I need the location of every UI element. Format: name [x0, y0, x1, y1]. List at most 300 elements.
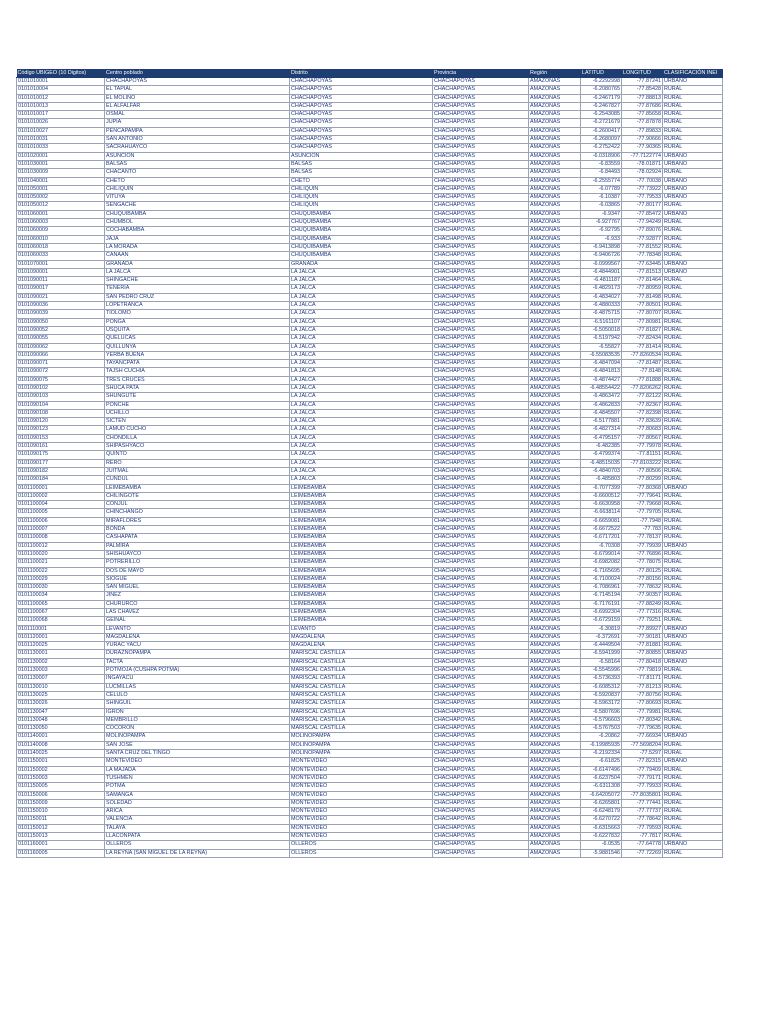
cell-region[interactable]: AMAZONAS: [529, 318, 581, 326]
cell-latitud[interactable]: -6.6237504: [581, 774, 622, 782]
cell-latitud[interactable]: -6.6672522: [581, 526, 622, 534]
cell-latitud[interactable]: -6.933: [581, 235, 622, 243]
cell-region[interactable]: AMAZONAS: [529, 559, 581, 567]
cell-ubigeo[interactable]: 0101090102: [17, 384, 105, 392]
cell-provincia[interactable]: CHACHAPOYAS: [433, 185, 529, 193]
cell-latitud[interactable]: -6.4845507: [581, 409, 622, 417]
cell-ubigeo[interactable]: 0101150002: [17, 766, 105, 774]
cell-centro-poblado[interactable]: CHETO: [105, 177, 290, 185]
cell-distrito[interactable]: LEIMEBAMBA: [290, 492, 433, 500]
cell-ubigeo[interactable]: 0101150013: [17, 833, 105, 841]
cell-longitud[interactable]: -77.81171: [622, 675, 663, 683]
cell-ubigeo[interactable]: 0101090039: [17, 310, 105, 318]
cell-region[interactable]: AMAZONAS: [529, 277, 581, 285]
cell-latitud[interactable]: -6.6227832: [581, 833, 622, 841]
cell-ubigeo[interactable]: 0101090052: [17, 326, 105, 334]
cell-centro-poblado[interactable]: SHINGACHE: [105, 277, 290, 285]
cell-latitud[interactable]: -6.20862: [581, 733, 622, 741]
cell-ubigeo[interactable]: 0101100012: [17, 542, 105, 550]
cell-distrito[interactable]: LA JALCA: [290, 351, 433, 359]
cell-provincia[interactable]: CHACHAPOYAS: [433, 268, 529, 276]
cell-clasificacion[interactable]: RURAL: [663, 783, 723, 791]
cell-ubigeo[interactable]: 0101100002: [17, 492, 105, 500]
cell-longitud[interactable]: -77.70038: [622, 177, 663, 185]
cell-distrito[interactable]: OLLEROS: [290, 841, 433, 849]
cell-region[interactable]: AMAZONAS: [529, 384, 581, 392]
cell-provincia[interactable]: CHACHAPOYAS: [433, 351, 529, 359]
cell-centro-poblado[interactable]: CHINCHANGO: [105, 509, 290, 517]
cell-distrito[interactable]: MARISCAL CASTILLA: [290, 650, 433, 658]
cell-clasificacion[interactable]: URBANO: [663, 260, 723, 268]
cell-ubigeo[interactable]: 0101130003: [17, 667, 105, 675]
cell-distrito[interactable]: LEIMEBAMBA: [290, 501, 433, 509]
cell-clasificacion[interactable]: RURAL: [663, 111, 723, 119]
cell-ubigeo[interactable]: 0101140001: [17, 733, 105, 741]
cell-longitud[interactable]: -77.80855: [622, 650, 663, 658]
cell-distrito[interactable]: LEIMEBAMBA: [290, 592, 433, 600]
cell-region[interactable]: AMAZONAS: [529, 592, 581, 600]
cell-clasificacion[interactable]: URBANO: [663, 210, 723, 218]
cell-distrito[interactable]: CHACHAPOYAS: [290, 144, 433, 152]
cell-latitud[interactable]: -6.482385: [581, 443, 622, 451]
cell-latitud[interactable]: -6.2292998: [581, 78, 622, 86]
cell-latitud[interactable]: -6.2752422: [581, 144, 622, 152]
cell-ubigeo[interactable]: 0101060018: [17, 243, 105, 251]
cell-longitud[interactable]: -77.8260534: [622, 351, 663, 359]
cell-clasificacion[interactable]: RURAL: [663, 409, 723, 417]
cell-longitud[interactable]: -77.79939: [622, 542, 663, 550]
cell-clasificacion[interactable]: RURAL: [663, 799, 723, 807]
cell-longitud[interactable]: -77.79409: [622, 766, 663, 774]
cell-provincia[interactable]: CHACHAPOYAS: [433, 202, 529, 210]
cell-longitud[interactable]: -77.82122: [622, 393, 663, 401]
cell-clasificacion[interactable]: RURAL: [663, 642, 723, 650]
cell-clasificacion[interactable]: RURAL: [663, 351, 723, 359]
cell-provincia[interactable]: CHACHAPOYAS: [433, 816, 529, 824]
cell-distrito[interactable]: MARISCAL CASTILLA: [290, 675, 433, 683]
cell-provincia[interactable]: CHACHAPOYAS: [433, 360, 529, 368]
cell-centro-poblado[interactable]: POTMA: [105, 783, 290, 791]
cell-clasificacion[interactable]: RURAL: [663, 725, 723, 733]
cell-clasificacion[interactable]: RURAL: [663, 575, 723, 583]
cell-longitud[interactable]: -77.79705: [622, 509, 663, 517]
cell-latitud[interactable]: -6.0999567: [581, 260, 622, 268]
cell-longitud[interactable]: -77.82367: [622, 401, 663, 409]
cell-longitud[interactable]: -77.81487: [622, 360, 663, 368]
cell-distrito[interactable]: MONTEVIDEO: [290, 791, 433, 799]
cell-provincia[interactable]: CHACHAPOYAS: [433, 501, 529, 509]
cell-longitud[interactable]: -77.8206262: [622, 384, 663, 392]
cell-ubigeo[interactable]: 0101090062: [17, 343, 105, 351]
cell-centro-poblado[interactable]: PALMIRA: [105, 542, 290, 550]
cell-provincia[interactable]: CHACHAPOYAS: [433, 650, 529, 658]
cell-longitud[interactable]: -77.94249: [622, 219, 663, 227]
cell-ubigeo[interactable]: 0101130007: [17, 675, 105, 683]
cell-distrito[interactable]: MONTEVIDEO: [290, 808, 433, 816]
cell-distrito[interactable]: CHUQUIBAMBA: [290, 235, 433, 243]
cell-centro-poblado[interactable]: SAMANGA: [105, 791, 290, 799]
cell-clasificacion[interactable]: RURAL: [663, 550, 723, 558]
cell-latitud[interactable]: -6.5796603: [581, 716, 622, 724]
cell-region[interactable]: AMAZONAS: [529, 335, 581, 343]
cell-provincia[interactable]: CHACHAPOYAS: [433, 219, 529, 227]
cell-latitud[interactable]: -6.6270722: [581, 816, 622, 824]
cell-ubigeo[interactable]: 0101150001: [17, 758, 105, 766]
cell-distrito[interactable]: MOLINOPAMPA: [290, 733, 433, 741]
cell-region[interactable]: AMAZONAS: [529, 443, 581, 451]
cell-region[interactable]: AMAZONAS: [529, 235, 581, 243]
cell-distrito[interactable]: LA JALCA: [290, 368, 433, 376]
cell-provincia[interactable]: CHACHAPOYAS: [433, 326, 529, 334]
cell-provincia[interactable]: CHACHAPOYAS: [433, 194, 529, 202]
cell-clasificacion[interactable]: RURAL: [663, 517, 723, 525]
cell-region[interactable]: AMAZONAS: [529, 783, 581, 791]
cell-centro-poblado[interactable]: TENERIA: [105, 285, 290, 293]
cell-region[interactable]: AMAZONAS: [529, 401, 581, 409]
cell-distrito[interactable]: GRANADA: [290, 260, 433, 268]
cell-distrito[interactable]: CHETO: [290, 177, 433, 185]
cell-ubigeo[interactable]: 0101090021: [17, 293, 105, 301]
cell-region[interactable]: AMAZONAS: [529, 609, 581, 617]
cell-region[interactable]: AMAZONAS: [529, 393, 581, 401]
cell-provincia[interactable]: CHACHAPOYAS: [433, 799, 529, 807]
cell-latitud[interactable]: -6.7165695: [581, 567, 622, 575]
cell-clasificacion[interactable]: RURAL: [663, 567, 723, 575]
cell-latitud[interactable]: -5.9881546: [581, 849, 622, 857]
cell-longitud[interactable]: -77.64778: [622, 841, 663, 849]
cell-distrito[interactable]: LA JALCA: [290, 302, 433, 310]
cell-longitud[interactable]: -77.85428: [622, 86, 663, 94]
cell-centro-poblado[interactable]: EL MOLINO: [105, 94, 290, 102]
cell-distrito[interactable]: LA JALCA: [290, 310, 433, 318]
cell-distrito[interactable]: LEIMEBAMBA: [290, 559, 433, 567]
cell-centro-poblado[interactable]: SOLEDAD: [105, 799, 290, 807]
cell-longitud[interactable]: -77.78075: [622, 559, 663, 567]
cell-distrito[interactable]: LA JALCA: [290, 335, 433, 343]
cell-longitud[interactable]: -77.81498: [622, 293, 663, 301]
cell-ubigeo[interactable]: 0101030009: [17, 169, 105, 177]
cell-longitud[interactable]: -77.72269: [622, 849, 663, 857]
cell-longitud[interactable]: -77.77441: [622, 799, 663, 807]
cell-centro-poblado[interactable]: SAN MIGUEL: [105, 584, 290, 592]
cell-latitud[interactable]: -6.7176191: [581, 600, 622, 608]
cell-ubigeo[interactable]: 0101100034: [17, 592, 105, 600]
cell-latitud[interactable]: -6.4811187: [581, 277, 622, 285]
cell-distrito[interactable]: LA JALCA: [290, 393, 433, 401]
cell-clasificacion[interactable]: RURAL: [663, 667, 723, 675]
cell-centro-poblado[interactable]: CHUMBOL: [105, 219, 290, 227]
cell-latitud[interactable]: -6.927767: [581, 219, 622, 227]
cell-clasificacion[interactable]: URBANO: [663, 484, 723, 492]
cell-distrito[interactable]: CHUQUIBAMBA: [290, 243, 433, 251]
col-header-latitud[interactable]: LATITUD: [581, 69, 622, 78]
cell-distrito[interactable]: CHACHAPOYAS: [290, 119, 433, 127]
cell-clasificacion[interactable]: RURAL: [663, 691, 723, 699]
cell-centro-poblado[interactable]: TAYANCPATA: [105, 360, 290, 368]
cell-clasificacion[interactable]: RURAL: [663, 252, 723, 260]
cell-ubigeo[interactable]: 0101050012: [17, 202, 105, 210]
cell-latitud[interactable]: -6.30819: [581, 625, 622, 633]
cell-provincia[interactable]: CHACHAPOYAS: [433, 550, 529, 558]
cell-centro-poblado[interactable]: TUSHMEN: [105, 774, 290, 782]
cell-latitud[interactable]: -6.2543085: [581, 111, 622, 119]
cell-provincia[interactable]: CHACHAPOYAS: [433, 310, 529, 318]
cell-ubigeo[interactable]: 0101090175: [17, 451, 105, 459]
cell-region[interactable]: AMAZONAS: [529, 567, 581, 575]
cell-ubigeo[interactable]: 0101060033: [17, 252, 105, 260]
cell-distrito[interactable]: MARISCAL CASTILLA: [290, 658, 433, 666]
cell-longitud[interactable]: -77.7122774: [622, 152, 663, 160]
cell-provincia[interactable]: CHACHAPOYAS: [433, 675, 529, 683]
cell-centro-poblado[interactable]: SIOGUE: [105, 575, 290, 583]
cell-provincia[interactable]: CHACHAPOYAS: [433, 94, 529, 102]
cell-ubigeo[interactable]: 0101100005: [17, 509, 105, 517]
cell-latitud[interactable]: -6.92795: [581, 227, 622, 235]
cell-longitud[interactable]: -77.8148: [622, 368, 663, 376]
cell-latitud[interactable]: -6.2600417: [581, 127, 622, 135]
cell-longitud[interactable]: -77.80299: [622, 476, 663, 484]
cell-centro-poblado[interactable]: MEMBRILLO: [105, 716, 290, 724]
cell-clasificacion[interactable]: RURAL: [663, 136, 723, 144]
cell-clasificacion[interactable]: URBANO: [663, 841, 723, 849]
cell-region[interactable]: AMAZONAS: [529, 343, 581, 351]
cell-provincia[interactable]: CHACHAPOYAS: [433, 633, 529, 641]
cell-centro-poblado[interactable]: UCHILLO: [105, 409, 290, 417]
cell-ubigeo[interactable]: 0101150012: [17, 824, 105, 832]
cell-distrito[interactable]: BALSAS: [290, 160, 433, 168]
cell-distrito[interactable]: OLLEROS: [290, 849, 433, 857]
cell-centro-poblado[interactable]: JUITMAL: [105, 467, 290, 475]
cell-centro-poblado[interactable]: CHILINGOTE: [105, 492, 290, 500]
cell-centro-poblado[interactable]: EL ALFALFAR: [105, 102, 290, 110]
cell-ubigeo[interactable]: 0101010004: [17, 86, 105, 94]
cell-latitud[interactable]: -6.485803: [581, 476, 622, 484]
cell-clasificacion[interactable]: RURAL: [663, 310, 723, 318]
cell-provincia[interactable]: CHACHAPOYAS: [433, 600, 529, 608]
cell-latitud[interactable]: -6.4449504: [581, 642, 622, 650]
cell-longitud[interactable]: -77.79668: [622, 501, 663, 509]
cell-clasificacion[interactable]: URBANO: [663, 177, 723, 185]
cell-region[interactable]: AMAZONAS: [529, 177, 581, 185]
cell-latitud[interactable]: -6.9413898: [581, 243, 622, 251]
cell-ubigeo[interactable]: 0101150010: [17, 808, 105, 816]
cell-latitud[interactable]: -6.5736393: [581, 675, 622, 683]
cell-region[interactable]: AMAZONAS: [529, 144, 581, 152]
cell-longitud[interactable]: -77.80981: [622, 318, 663, 326]
cell-ubigeo[interactable]: 0101130001: [17, 650, 105, 658]
cell-ubigeo[interactable]: 0101090108: [17, 409, 105, 417]
cell-distrito[interactable]: MONTEVIDEO: [290, 799, 433, 807]
cell-region[interactable]: AMAZONAS: [529, 650, 581, 658]
cell-longitud[interactable]: -77.80707: [622, 310, 663, 318]
cell-longitud[interactable]: -77.79978: [622, 443, 663, 451]
cell-ubigeo[interactable]: 0101090120: [17, 418, 105, 426]
cell-ubigeo[interactable]: 0101090072: [17, 368, 105, 376]
cell-clasificacion[interactable]: RURAL: [663, 285, 723, 293]
cell-latitud[interactable]: -6.4862833: [581, 401, 622, 409]
cell-longitud[interactable]: -77.81414: [622, 343, 663, 351]
cell-longitud[interactable]: -77.81881: [622, 642, 663, 650]
cell-latitud[interactable]: -6.5920837: [581, 691, 622, 699]
cell-provincia[interactable]: CHACHAPOYAS: [433, 625, 529, 633]
cell-provincia[interactable]: CHACHAPOYAS: [433, 343, 529, 351]
cell-clasificacion[interactable]: RURAL: [663, 833, 723, 841]
cell-clasificacion[interactable]: URBANO: [663, 78, 723, 86]
cell-centro-poblado[interactable]: RERO: [105, 459, 290, 467]
cell-clasificacion[interactable]: RURAL: [663, 434, 723, 442]
cell-region[interactable]: AMAZONAS: [529, 202, 581, 210]
cell-distrito[interactable]: CHILIQUIN: [290, 202, 433, 210]
cell-clasificacion[interactable]: RURAL: [663, 376, 723, 384]
cell-region[interactable]: AMAZONAS: [529, 584, 581, 592]
cell-ubigeo[interactable]: 0101090161: [17, 443, 105, 451]
cell-latitud[interactable]: -6.83559: [581, 160, 622, 168]
cell-longitud[interactable]: -77.89833: [622, 127, 663, 135]
cell-distrito[interactable]: LEIMEBAMBA: [290, 617, 433, 625]
cell-longitud[interactable]: -77.81513: [622, 268, 663, 276]
cell-centro-poblado[interactable]: LAS CHAVEZ: [105, 609, 290, 617]
cell-clasificacion[interactable]: RURAL: [663, 443, 723, 451]
cell-ubigeo[interactable]: 0101100030: [17, 584, 105, 592]
cell-centro-poblado[interactable]: LEVANTO: [105, 625, 290, 633]
cell-ubigeo[interactable]: 0101070001: [17, 260, 105, 268]
cell-provincia[interactable]: CHACHAPOYAS: [433, 393, 529, 401]
cell-clasificacion[interactable]: RURAL: [663, 343, 723, 351]
cell-ubigeo[interactable]: 0101090011: [17, 277, 105, 285]
cell-clasificacion[interactable]: RURAL: [663, 169, 723, 177]
cell-provincia[interactable]: CHACHAPOYAS: [433, 492, 529, 500]
cell-clasificacion[interactable]: RURAL: [663, 476, 723, 484]
cell-latitud[interactable]: -6.19985935: [581, 741, 622, 749]
cell-longitud[interactable]: -77.85658: [622, 111, 663, 119]
cell-centro-poblado[interactable]: CHURURCO: [105, 600, 290, 608]
cell-centro-poblado[interactable]: GEIÑAL: [105, 617, 290, 625]
cell-longitud[interactable]: -77.83639: [622, 418, 663, 426]
cell-distrito[interactable]: LEIMEBAMBA: [290, 526, 433, 534]
cell-centro-poblado[interactable]: SAN JOSE: [105, 741, 290, 749]
cell-clasificacion[interactable]: RURAL: [663, 675, 723, 683]
cell-clasificacion[interactable]: RURAL: [663, 750, 723, 758]
cell-provincia[interactable]: CHACHAPOYAS: [433, 509, 529, 517]
cell-region[interactable]: AMAZONAS: [529, 700, 581, 708]
cell-provincia[interactable]: CHACHAPOYAS: [433, 716, 529, 724]
cell-region[interactable]: AMAZONAS: [529, 808, 581, 816]
cell-region[interactable]: AMAZONAS: [529, 351, 581, 359]
cell-provincia[interactable]: CHACHAPOYAS: [433, 127, 529, 135]
cell-centro-poblado[interactable]: SENGACHE: [105, 202, 290, 210]
cell-ubigeo[interactable]: 0101060010: [17, 235, 105, 243]
cell-distrito[interactable]: LA JALCA: [290, 467, 433, 475]
cell-ubigeo[interactable]: 0101100065: [17, 600, 105, 608]
cell-distrito[interactable]: LEIMEBAMBA: [290, 600, 433, 608]
cell-distrito[interactable]: ASUNCION: [290, 152, 433, 160]
cell-provincia[interactable]: CHACHAPOYAS: [433, 584, 529, 592]
cell-centro-poblado[interactable]: TALAYA: [105, 824, 290, 832]
cell-clasificacion[interactable]: RURAL: [663, 683, 723, 691]
cell-distrito[interactable]: LEIMEBAMBA: [290, 575, 433, 583]
cell-ubigeo[interactable]: 0101090184: [17, 476, 105, 484]
cell-longitud[interactable]: -77.79171: [622, 774, 663, 782]
cell-region[interactable]: AMAZONAS: [529, 675, 581, 683]
cell-region[interactable]: AMAZONAS: [529, 368, 581, 376]
cell-distrito[interactable]: MARISCAL CASTILLA: [290, 708, 433, 716]
cell-region[interactable]: AMAZONAS: [529, 484, 581, 492]
cell-region[interactable]: AMAZONAS: [529, 741, 581, 749]
cell-longitud[interactable]: -77.81464: [622, 277, 663, 285]
cell-clasificacion[interactable]: RURAL: [663, 467, 723, 475]
cell-region[interactable]: AMAZONAS: [529, 86, 581, 94]
cell-longitud[interactable]: -77.85472: [622, 210, 663, 218]
cell-region[interactable]: AMAZONAS: [529, 102, 581, 110]
cell-distrito[interactable]: LA JALCA: [290, 384, 433, 392]
cell-latitud[interactable]: -6.6600512: [581, 492, 622, 500]
cell-ubigeo[interactable]: 0101150009: [17, 799, 105, 807]
col-header-longitud[interactable]: LONGITUD: [622, 69, 663, 78]
cell-longitud[interactable]: -77.77737: [622, 808, 663, 816]
cell-region[interactable]: AMAZONAS: [529, 94, 581, 102]
cell-clasificacion[interactable]: RURAL: [663, 526, 723, 534]
cell-distrito[interactable]: MARISCAL CASTILLA: [290, 725, 433, 733]
cell-clasificacion[interactable]: RURAL: [663, 94, 723, 102]
cell-latitud[interactable]: -6.4880333: [581, 302, 622, 310]
cell-region[interactable]: AMAZONAS: [529, 426, 581, 434]
cell-centro-poblado[interactable]: INGAYACU: [105, 675, 290, 683]
cell-centro-poblado[interactable]: MAGDALENA: [105, 633, 290, 641]
cell-centro-poblado[interactable]: MIRAFLORES: [105, 517, 290, 525]
cell-ubigeo[interactable]: 0101090104: [17, 401, 105, 409]
cell-latitud[interactable]: -6.5767503: [581, 725, 622, 733]
cell-distrito[interactable]: LA JALCA: [290, 426, 433, 434]
cell-clasificacion[interactable]: URBANO: [663, 160, 723, 168]
cell-distrito[interactable]: LEIMEBAMBA: [290, 509, 433, 517]
cell-longitud[interactable]: -77.90181: [622, 633, 663, 641]
cell-longitud[interactable]: -77.87686: [622, 102, 663, 110]
cell-clasificacion[interactable]: URBANO: [663, 733, 723, 741]
cell-centro-poblado[interactable]: YURAC YACU: [105, 642, 290, 650]
cell-ubigeo[interactable]: 0101150011: [17, 816, 105, 824]
cell-ubigeo[interactable]: 0101030001: [17, 160, 105, 168]
cell-centro-poblado[interactable]: LUCMILLAS: [105, 683, 290, 691]
cell-latitud[interactable]: -6.5161107: [581, 318, 622, 326]
cell-longitud[interactable]: -77.8035801: [622, 791, 663, 799]
cell-ubigeo[interactable]: 0101090103: [17, 393, 105, 401]
cell-longitud[interactable]: -77.87878: [622, 119, 663, 127]
cell-distrito[interactable]: LEIMEBAMBA: [290, 567, 433, 575]
cell-clasificacion[interactable]: URBANO: [663, 152, 723, 160]
cell-latitud[interactable]: -6.6147496: [581, 766, 622, 774]
cell-longitud[interactable]: -77.90365: [622, 144, 663, 152]
cell-ubigeo[interactable]: 0101140025: [17, 750, 105, 758]
cell-latitud[interactable]: -6.07789: [581, 185, 622, 193]
cell-centro-poblado[interactable]: SAN ANTONIO: [105, 136, 290, 144]
cell-provincia[interactable]: CHACHAPOYAS: [433, 683, 529, 691]
cell-provincia[interactable]: CHACHAPOYAS: [433, 111, 529, 119]
cell-latitud[interactable]: -6.03865: [581, 202, 622, 210]
cell-latitud[interactable]: -6.2555774: [581, 177, 622, 185]
cell-centro-poblado[interactable]: YERBA BUENA: [105, 351, 290, 359]
cell-provincia[interactable]: CHACHAPOYAS: [433, 459, 529, 467]
cell-longitud[interactable]: -77.63445: [622, 260, 663, 268]
cell-centro-poblado[interactable]: EL TAPIAL: [105, 86, 290, 94]
cell-latitud[interactable]: -6.6638114: [581, 509, 622, 517]
cell-clasificacion[interactable]: RURAL: [663, 102, 723, 110]
cell-region[interactable]: AMAZONAS: [529, 758, 581, 766]
cell-distrito[interactable]: CHUQUIBAMBA: [290, 210, 433, 218]
cell-centro-poblado[interactable]: DOS DE MAYO: [105, 567, 290, 575]
cell-ubigeo[interactable]: 0101100029: [17, 575, 105, 583]
cell-ubigeo[interactable]: 0101100067: [17, 609, 105, 617]
cell-clasificacion[interactable]: RURAL: [663, 774, 723, 782]
